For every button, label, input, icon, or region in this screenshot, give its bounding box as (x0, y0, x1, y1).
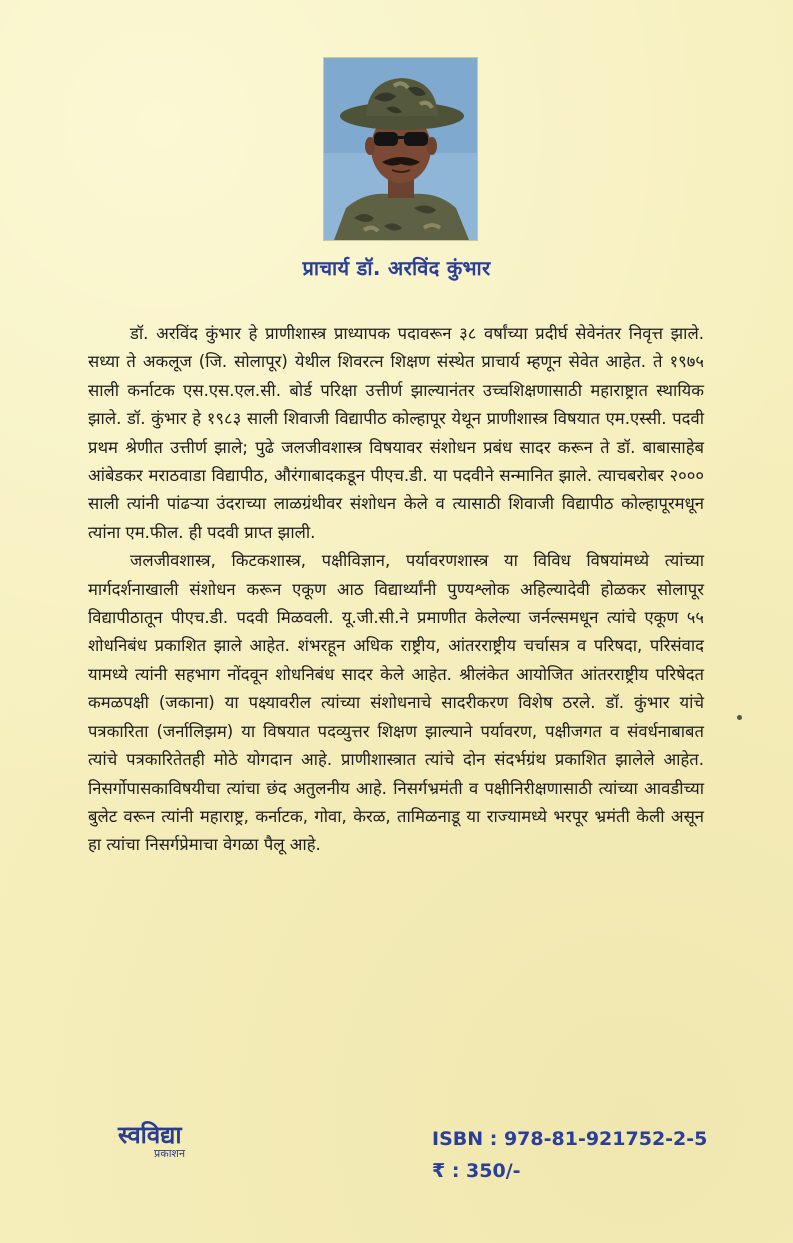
author-name: प्राचार्य डॉ. अरविंद कुंभार (302, 256, 491, 280)
isbn-number: ISBN : 978-81-921752-2-5 (432, 1128, 708, 1150)
bio-paragraph: डॉ. अरविंद कुंभार हे प्राणीशास्त्र प्राध्यापक पदावरून ३८ वर्षांच्या प्रदीर्घ सेवेनंतर निवृत्त झाले. सध्या ते अकलूज (जि. सोलापूर) येथील शिवरत्न शिक्षण संस्थेत प्राचार्य म्हणून सेवेत आहेत. ते १९७५ साली कर्नाटक एस.एस.एल.सी. बोर्ड परिक्षा उत्तीर्ण झाल्यानंतर उच्चशिक्षणासाठी महाराष्ट्रात स्थायिक झाले. डॉ. कुंभार हे १९८३ साली शिवाजी विद्यापीठ कोल्हापूर येथून प्राणीशास्त्र विषयात एम.एस्सी. पदवी प्रथम श्रेणीत उत्तीर्ण झाले; पुढे जलजीवशास्त्र विषयावर संशोधन प्रबंध सादर करून ते डॉ. बाबासाहेब आंबेडकर मराठवाडा विद्यापीठ, औरंगाबादकडून पीएच.डी. या पदवीने सन्मानित झाले. त्याचबरोबर २००० साली त्यांनी पांढऱ्या उंदराच्या लाळग्रंथीवर संशोधन केले व त्यासाठी शिवाजी विद्यापीठ कोल्हापूरमधून त्यांना एम.फील. ही पदवी प्राप्त झाली. (88, 324, 704, 542)
bio-paragraph: जलजीवशास्त्र, किटकशास्त्र, पक्षीविज्ञान, पर्यावरणशास्त्र या विविध विषयांमध्ये त्यांच्या मार्गदर्शनाखाली संशोधन करून एकूण आठ विद्यार्थ्यांनी पुण्यश्लोक अहिल्यादेवी होळकर सोलापूर विद्यापीठातून पीएच.डी. पदवी मिळवली. यू.जी.सी.ने प्रमाणीत केलेल्या जर्नल्समधून त्यांचे एकूण ५५ शोधनिबंध प्रकाशित झाले आहेत. शंभरहून अधिक राष्ट्रीय, आंतरराष्ट्रीय चर्चासत्र व परिषदा, परिसंवाद यामध्ये त्यांनी सहभाग नोंदवून शोधनिबंध सादर केले आहेत. श्रीलंकेत आयोजित आंतरराष्ट्रीय परिषेदत कमळपक्षी (जकाना) या पक्ष्यावरील त्यांच्या संशोधनाचे सादरीकरण विशेष ठरले. डॉ. कुंभार यांचे पत्रकारिता (जर्नालिझम) या विषयात पदव्युत्तर शिक्षण झाल्याने पर्यावरण, पक्षीजगत व संवर्धनाबाबत त्यांचे पत्रकारितेतही मोठे योगदान आहे. प्राणीशास्त्रात त्यांचे दोन संदर्भग्रंथ प्रकाशित झालेले आहेत. निसर्गोपासकाविषयीचा त्यांचा छंद अतुलनीय आहे. निसर्गभ्रमंती व पक्षीनिरीक्षणासाठी त्यांच्या आवडीच्या बुलेट वरून त्यांनी महाराष्ट्र, कर्नाटक, गोवा, केरळ, तामिळनाडू या राज्यामध्ये भरपूर भ्रमंती केली असून हा त्यांचा निसर्गप्रेमाचा वेगळा पैलू आहे. (88, 551, 704, 855)
publisher-logo (118, 1122, 208, 1166)
author-photo (324, 58, 477, 240)
publisher-logo-subtitle: प्रकाशन (154, 1147, 186, 1160)
publisher-logo-text: स्वविद्या (118, 1120, 182, 1149)
print-speck (737, 715, 742, 720)
author-bio (88, 320, 704, 860)
book-price: ₹ : 350/- (432, 1160, 521, 1182)
author-portrait-icon (324, 58, 477, 240)
